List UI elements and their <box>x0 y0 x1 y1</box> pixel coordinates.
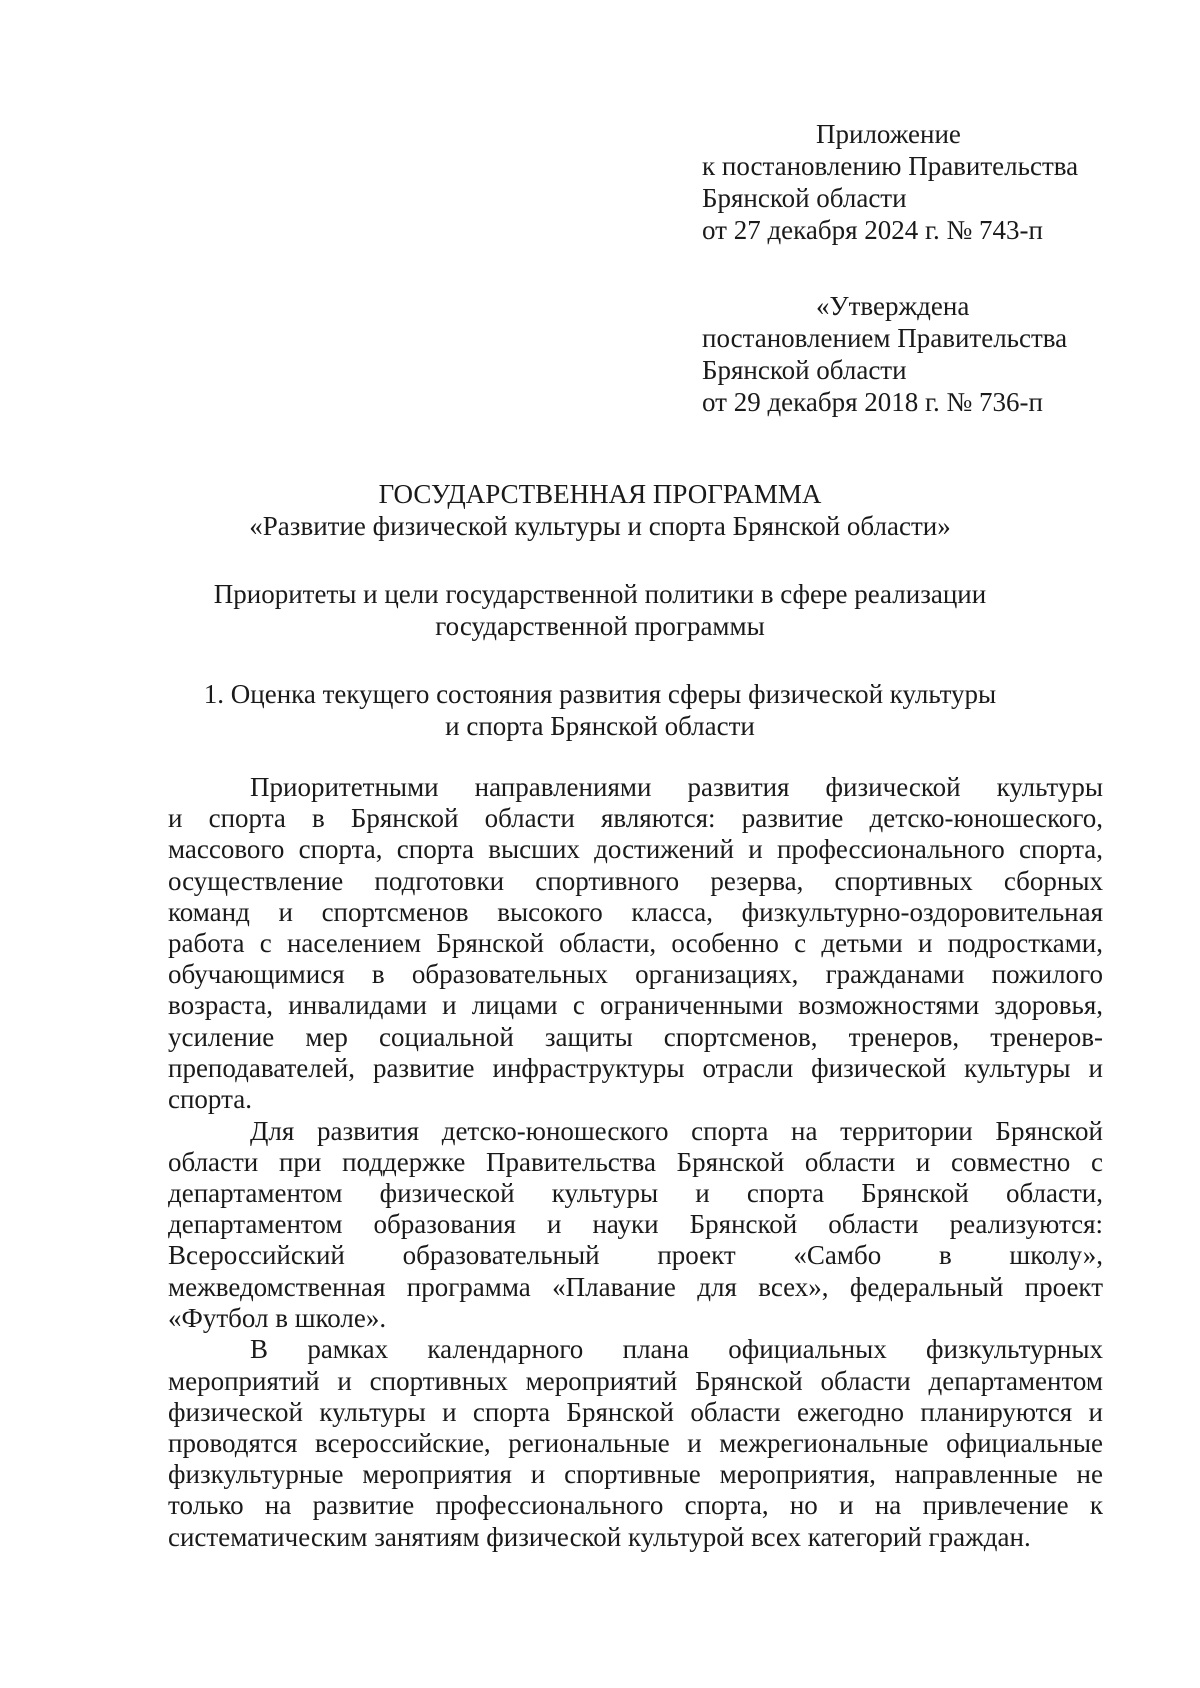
paragraph-line: команд и спортсменов высокого класса, физкультурно-оздоровительная <box>168 897 1103 927</box>
paragraph-line: систематическим занятиям физической культурой всех категорий граждан. <box>168 1522 1031 1552</box>
appendix-line: Брянской области <box>702 183 907 213</box>
paragraph-line: мероприятий и спортивных мероприятий Брянской области департаментом <box>168 1366 1103 1396</box>
approved-line: Брянской области <box>702 355 907 385</box>
paragraph-line: области при поддержке Правительства Брянской области и совместно с <box>168 1147 1103 1177</box>
section-heading: и спорта Брянской области <box>445 711 755 741</box>
paragraph-line: проводятся всероссийские, региональные и межрегиональные официальные <box>168 1428 1103 1458</box>
paragraph-line: обучающимися в образовательных организациях, гражданами пожилого <box>168 959 1103 989</box>
paragraph-line: Для развития детско-юношеского спорта на территории Брянской <box>250 1116 1103 1146</box>
paragraph-line: спорта. <box>168 1084 252 1114</box>
paragraph-line: осуществление подготовки спортивного резерва, спортивных сборных <box>168 866 1103 896</box>
paragraph-line: «Футбол в школе». <box>168 1303 387 1333</box>
program-name: «Развитие физической культуры и спорта Брянской области» <box>249 511 951 541</box>
subtitle-line: Приоритеты и цели государственной политики в сфере реализации <box>213 579 987 609</box>
appendix-title: Приложение <box>816 119 961 149</box>
paragraph-line: департаментом физической культуры и спорта Брянской области, <box>168 1178 1103 1208</box>
appendix-date-number: от 27 декабря 2024 г. № 743-п <box>702 215 1043 245</box>
subtitle-line: государственной программы <box>435 611 765 641</box>
approved-date-number: от 29 декабря 2018 г. № 736-п <box>702 387 1043 417</box>
paragraph-line: физкультурные мероприятия и спортивные мероприятия, направленные не <box>168 1459 1103 1489</box>
paragraph-line: межведомственная программа «Плавание для всех», федеральный проект <box>168 1272 1103 1302</box>
paragraph-line: В рамках календарного плана официальных физкультурных <box>250 1334 1103 1364</box>
paragraph-line: департаментом образования и науки Брянской области реализуются: <box>168 1209 1103 1239</box>
paragraph-line: массового спорта, спорта высших достижений и профессионального спорта, <box>168 834 1103 864</box>
approved-line: постановлением Правительства <box>702 323 1068 353</box>
paragraph-line: и спорта в Брянской области являются: развитие детско-юношеского, <box>168 803 1103 833</box>
section-heading: 1. Оценка текущего состояния развития сферы физической культуры <box>203 679 997 709</box>
paragraph-line: усиление мер социальной защиты спортсменов, тренеров, тренеров- <box>168 1022 1103 1052</box>
paragraph-line: Всероссийский образовательный проект «Самбо в школу», <box>168 1240 1103 1270</box>
paragraph-line: только на развитие профессионального спорта, но и на привлечение к <box>168 1490 1103 1520</box>
paragraph-line: преподавателей, развитие инфраструктуры отрасли физической культуры и <box>168 1053 1103 1083</box>
appendix-line: к постановлению Правительства <box>702 151 1079 181</box>
paragraph-line: возраста, инвалидами и лицами с ограниченными возможностями здоровья, <box>168 990 1103 1020</box>
approved-title: «Утверждена <box>816 291 970 321</box>
paragraph-line: Приоритетными направлениями развития физической культуры <box>250 772 1103 802</box>
program-title: ГОСУДАРСТВЕННАЯ ПРОГРАММА <box>378 479 822 509</box>
paragraph-line: физической культуры и спорта Брянской области ежегодно планируются и <box>168 1397 1103 1427</box>
paragraph-line: работа с населением Брянской области, особенно с детьми и подростками, <box>168 928 1103 958</box>
